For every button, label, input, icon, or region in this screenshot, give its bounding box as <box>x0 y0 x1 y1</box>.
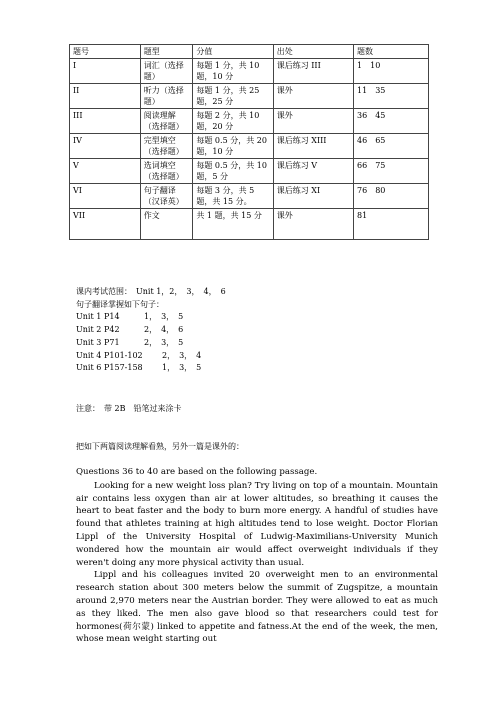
table-cell: I <box>70 59 141 84</box>
unit-name: Unit 4 <box>76 350 102 360</box>
table-cell: IV <box>70 134 141 159</box>
exam-structure-table <box>69 44 429 240</box>
table-cell: 听力（选择题） <box>140 84 193 109</box>
table-cell: 1 10 <box>354 59 429 84</box>
table-cell: 句子翻译（汉译英） <box>140 184 193 209</box>
table-cell: 11 35 <box>354 84 429 109</box>
table-cell: 每题 0.5 分，共 20 题，10 分 <box>193 134 273 159</box>
unit-page: P157-158 <box>104 363 143 373</box>
unit-name: Unit 3 <box>76 337 102 347</box>
table-cell: II <box>70 84 141 109</box>
reading-passage <box>76 466 438 646</box>
header-cell: 题型 <box>140 45 193 59</box>
passage-heading: Questions 36 to 40 are based on the following passage. <box>76 467 318 477</box>
exam-scope <box>76 286 226 375</box>
unit-items: 2， 3， 4 <box>162 350 202 360</box>
header-cell: 出处 <box>273 45 353 59</box>
unit-line <box>76 362 226 375</box>
scope-title: 课内考试范围： Unit 1，2， 3， 4， 6 <box>76 287 226 296</box>
unit-name: Unit 1 <box>76 312 102 322</box>
table-cell: 课后练习 III <box>273 59 353 84</box>
table-row <box>70 159 429 184</box>
table-cell: 完型填空（选择题） <box>140 134 193 159</box>
table-cell: V <box>70 159 141 184</box>
unit-page: P71 <box>104 337 120 347</box>
unit-page: P42 <box>104 325 120 335</box>
unit-items: 2， 4， 6 <box>144 325 184 335</box>
table-cell: 课外 <box>273 84 353 109</box>
table-cell: 每题 1 分，共 25 题，25 分 <box>193 84 273 109</box>
table-cell: 课后练习 XI <box>273 184 353 209</box>
unit-items: 1， 3， 5 <box>144 312 184 322</box>
unit-items: 1， 3， 5 <box>162 363 202 373</box>
table-cell: 课后练习 V <box>273 159 353 184</box>
table-cell: VI <box>70 184 141 209</box>
table-cell: 每题 2 分，共 10 题，20 分 <box>193 109 273 134</box>
passage-paragraph: Lippl and his colleagues invited 20 overweight men to an environmental research station about 300 meters below the summit of Zugspitze, a mountain around 2,970 meters near the Austrian border. They were allowed to eat as much as they liked. The men also gave blood so that researchers could test for hormones(荷尔蒙) linked to appetite and fatness.At the end of the week, the men, whose mean weight starting out <box>76 570 438 645</box>
table-cell: 76 80 <box>354 184 429 209</box>
header-cell: 题号 <box>70 45 141 59</box>
unit-items: 2， 3， 5 <box>144 337 184 347</box>
table-cell: 每题 3 分，共 5 题，共 15 分。 <box>193 184 273 209</box>
table-cell: 课外 <box>273 109 353 134</box>
unit-line <box>76 337 226 350</box>
unit-line <box>76 324 226 337</box>
table-cell: 词汇（选择题） <box>140 59 193 84</box>
table-row <box>70 59 429 84</box>
table-cell: 每题 1 分，共 10 题，10 分 <box>193 59 273 84</box>
table-row <box>70 109 429 134</box>
table-cell: 课后练习 XIII <box>273 134 353 159</box>
unit-name: Unit 2 <box>76 325 102 335</box>
table-cell: III <box>70 109 141 134</box>
unit-page: P101-102 <box>104 350 143 360</box>
table-row <box>70 84 429 109</box>
header-cell: 题数 <box>354 45 429 59</box>
table-cell: 每题 0.5 分，共 10 题，5 分 <box>193 159 273 184</box>
table-cell: 阅读理解（选择题） <box>140 109 193 134</box>
table-cell: 作文 <box>140 209 193 240</box>
table-cell: 课外 <box>273 209 353 240</box>
table-header-row <box>70 45 429 59</box>
header-cell: 分值 <box>193 45 273 59</box>
unit-page: P14 <box>104 312 120 322</box>
table-cell: 46 65 <box>354 134 429 159</box>
unit-name: Unit 6 <box>76 363 102 373</box>
table-cell: VII <box>70 209 141 240</box>
table-cell: 81 <box>354 209 429 240</box>
table-row <box>70 134 429 159</box>
table-cell: 36 45 <box>354 109 429 134</box>
note: 注意： 带 2B 铅笔过来涂卡 <box>76 404 182 413</box>
scope-subtitle: 句子翻译掌握如下句子： <box>76 299 164 309</box>
table-cell: 选词填空（选择题） <box>140 159 193 184</box>
table-cell: 共 1 题，共 15 分 <box>193 209 273 240</box>
table-row <box>70 209 429 240</box>
reading-note: 把如下两篇阅读理解看熟，另外一篇是课外的： <box>76 442 244 451</box>
table-cell: 66 75 <box>354 159 429 184</box>
unit-line <box>76 311 226 324</box>
unit-line <box>76 350 226 363</box>
passage-paragraph: Looking for a new weight loss plan? Try living on top of a mountain. Mountain air contains less oxygen than air at lower altitudes, so breathing it causes the heart to beat faster and the body to burn more energy. A handful of studies have found that athletes training at high altitudes tend to lose weight. Doctor Florian Lippl of the University Hospital of Ludwig-Maximilians-University Munich wondered how the mountain air would affect overweight individuals if they weren't doing any more physical activity than usual. <box>76 480 438 568</box>
table-row <box>70 184 429 209</box>
